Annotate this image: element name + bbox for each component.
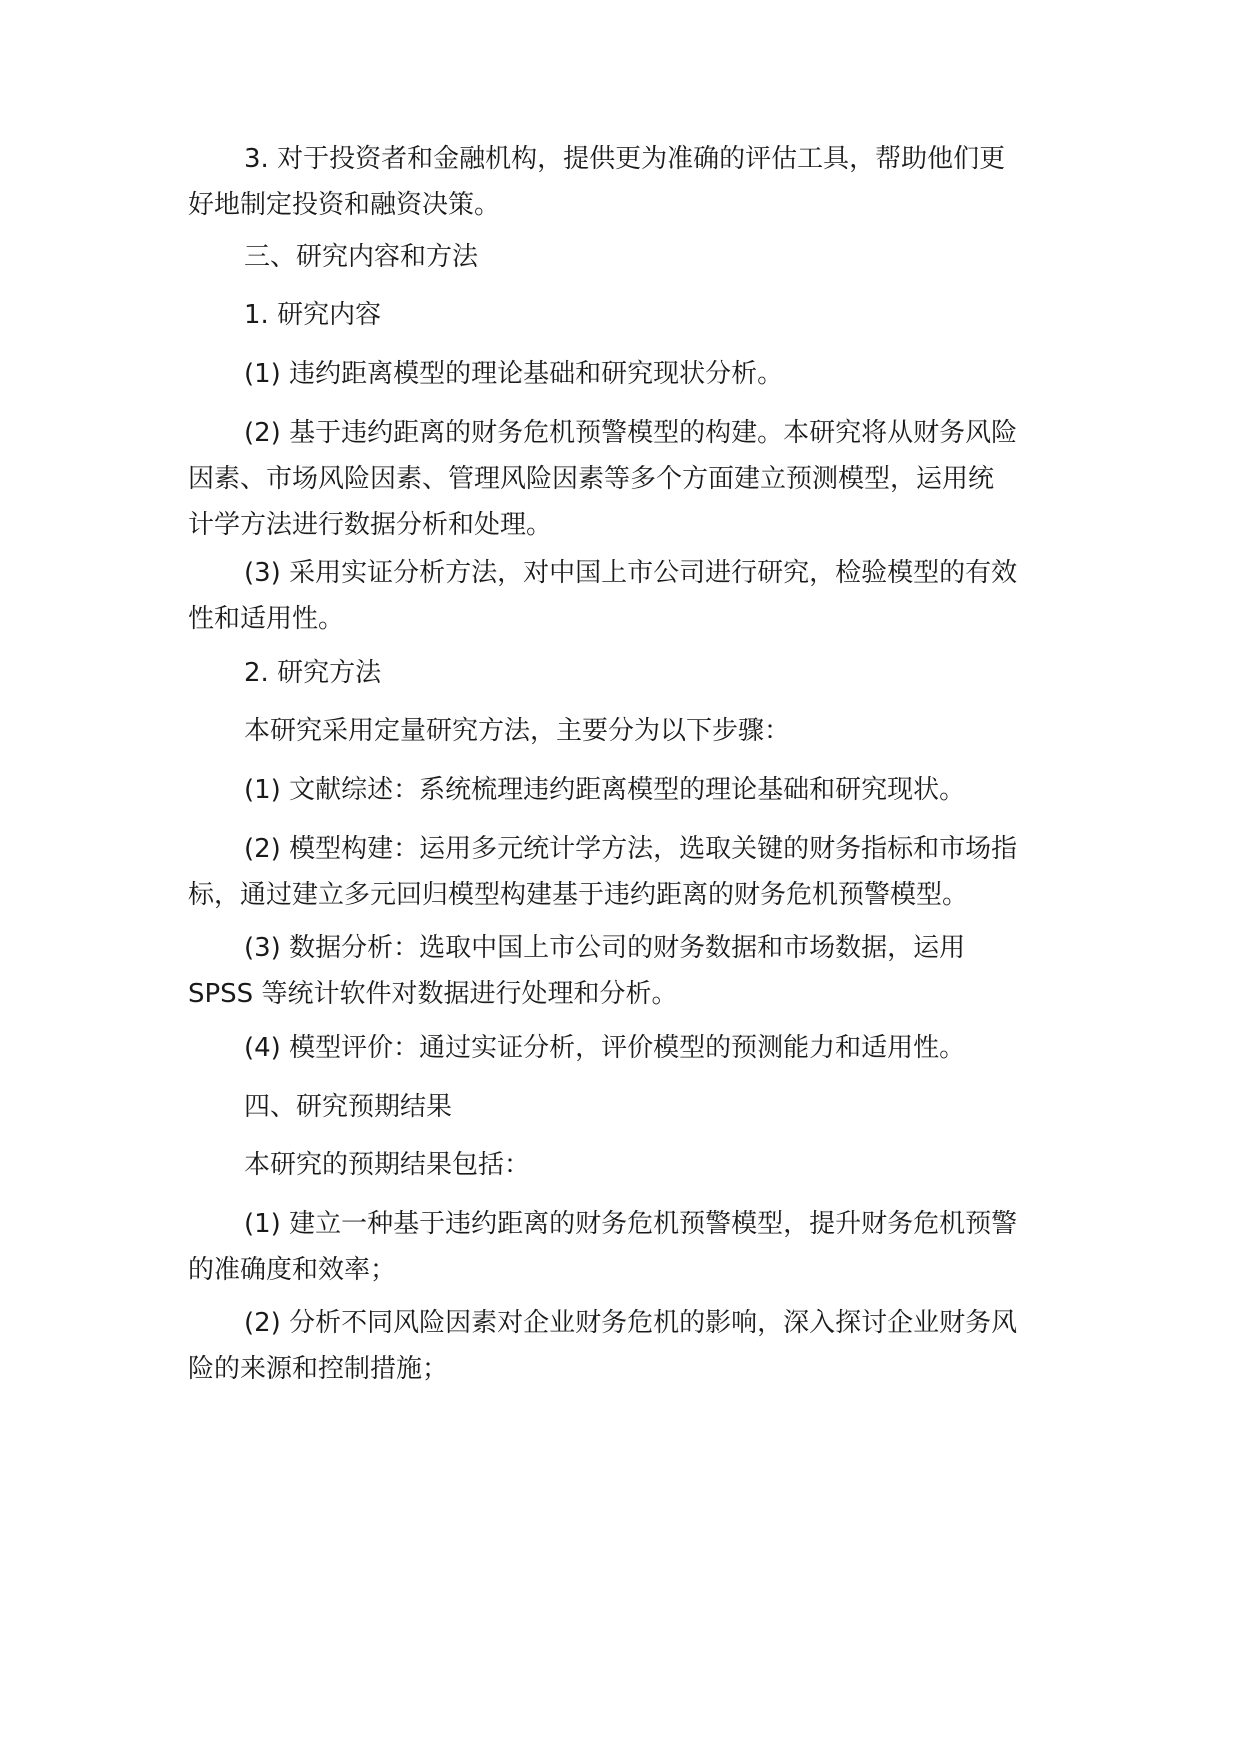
paragraph-method-step-3	[188, 925, 1068, 1017]
paragraph-line: (3) 数据分析：选取中国上市公司的财务数据和市场数据，运用	[244, 933, 966, 963]
paragraph-line: 本研究采用定量研究方法，主要分为以下步骤：	[244, 716, 791, 746]
paragraph-content-item-1	[188, 351, 1068, 397]
paragraph-line: (2) 模型构建：运用多元统计学方法，选取关键的财务指标和市场指	[244, 834, 1018, 864]
paragraph-line: 本研究的预期结果包括：	[244, 1150, 531, 1180]
section-heading-expected-results	[188, 1084, 1068, 1130]
subheading-research-methods	[188, 650, 1068, 696]
paragraph-line: 1. 研究内容	[244, 300, 382, 330]
paragraph-line: SPSS 等统计软件对数据进行处理和分析。	[188, 979, 678, 1009]
paragraph-method-step-1	[188, 767, 1068, 813]
paragraph-line: (2) 基于违约距离的财务危机预警模型的构建。本研究将从财务风险	[244, 418, 1018, 448]
paragraph-line: 好地制定投资和融资决策。	[188, 190, 501, 220]
paragraph-investor-benefit	[188, 136, 1068, 228]
paragraph-method-step-4	[188, 1025, 1068, 1071]
paragraph-line: 三、研究内容和方法	[244, 242, 479, 272]
paragraph-line: (3) 采用实证分析方法，对中国上市公司进行研究，检验模型的有效	[244, 558, 1018, 588]
paragraph-line: 计学方法进行数据分析和处理。	[188, 510, 553, 540]
paragraph-result-item-2	[188, 1300, 1068, 1392]
paragraph-line: 标，通过建立多元回归模型构建基于违约距离的财务危机预警模型。	[188, 880, 969, 910]
paragraph-content-item-2	[188, 410, 1068, 548]
paragraph-line: 3. 对于投资者和金融机构，提供更为准确的评估工具，帮助他们更	[244, 144, 1006, 174]
paragraph-results-intro	[188, 1142, 1068, 1188]
paragraph-line: (1) 建立一种基于违约距离的财务危机预警模型，提升财务危机预警	[244, 1209, 1018, 1239]
paragraph-line: (1) 文献综述：系统梳理违约距离模型的理论基础和研究现状。	[244, 775, 966, 805]
paragraph-methods-intro	[188, 708, 1068, 754]
paragraph-line: 的准确度和效率；	[188, 1255, 397, 1285]
paragraph-result-item-1	[188, 1201, 1068, 1293]
paragraph-line: (1) 违约距离模型的理论基础和研究现状分析。	[244, 359, 784, 389]
paragraph-line: 因素、市场风险因素、管理风险因素等多个方面建立预测模型，运用统	[188, 464, 995, 494]
paragraph-line: 四、研究预期结果	[244, 1092, 453, 1122]
paragraph-content-item-3	[188, 550, 1068, 642]
paragraph-method-step-2	[188, 826, 1068, 918]
paragraph-line: 性和适用性。	[188, 604, 345, 634]
paragraph-line: 险的来源和控制措施；	[188, 1354, 449, 1384]
subheading-research-content	[188, 292, 1068, 338]
paragraph-line: 2. 研究方法	[244, 658, 382, 688]
section-heading-research-content-methods	[188, 234, 1068, 280]
paragraph-line: (4) 模型评价：通过实证分析，评价模型的预测能力和适用性。	[244, 1033, 966, 1063]
paragraph-line: (2) 分析不同风险因素对企业财务危机的影响，深入探讨企业财务风	[244, 1308, 1018, 1338]
